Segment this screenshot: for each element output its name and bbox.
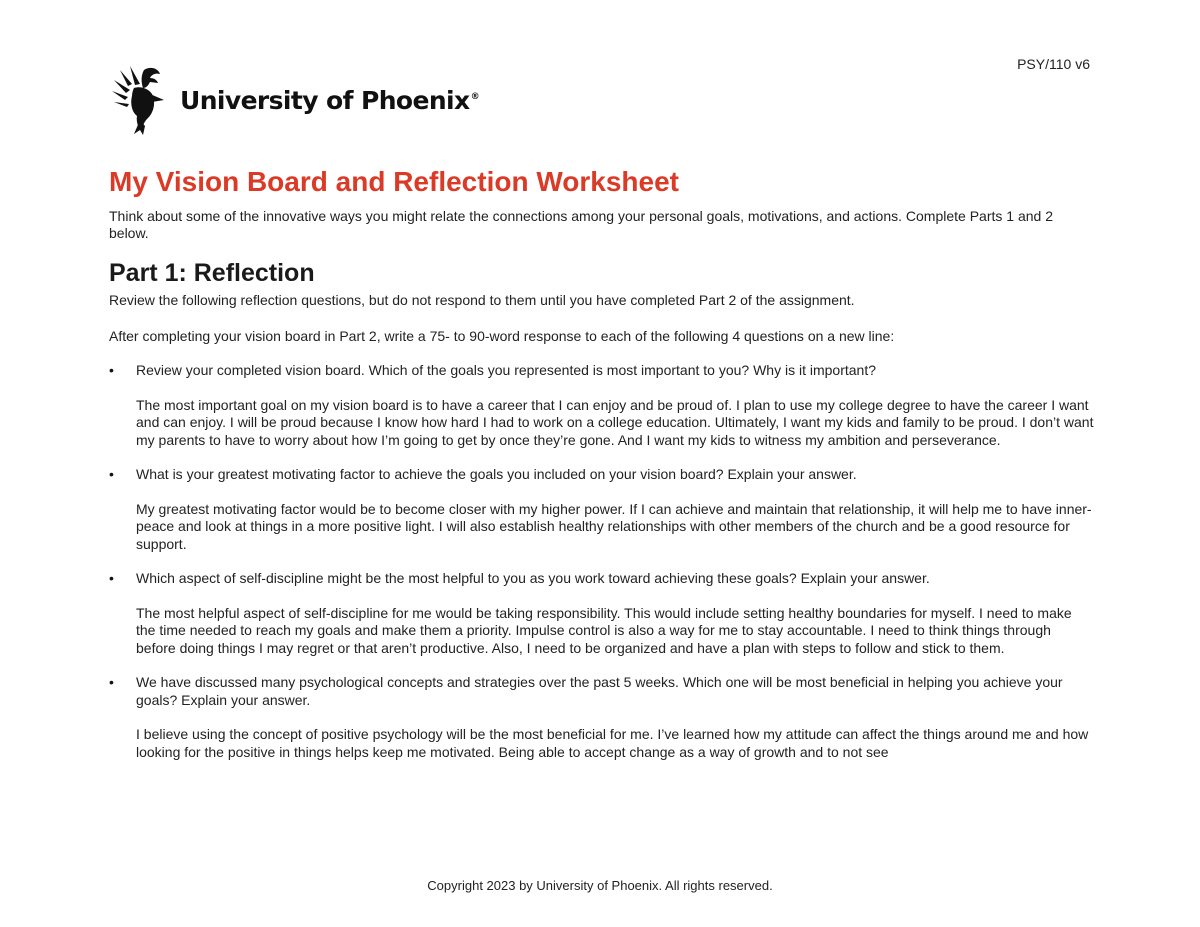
bullet-icon: • [109,570,114,586]
answer-text: My greatest motivating factor would be to become closer with my higher power. If I can achieve and maintain that relationship, it will help me to have inner-peace and look at things in a more positive light. I will also establish healthy relationships with other members of the church and be a good resource for support. [136,500,1092,552]
question-text: What is your greatest motivating factor to achieve the goals you included on your vision board? Explain your answer. [136,466,857,482]
list-item [109,362,1094,449]
bullet-icon: • [109,674,114,690]
list-item [109,466,1094,553]
course-code: PSY/110 v6 [1017,56,1090,72]
part1-instruction-2: After completing your vision board in Part 2, write a 75- to 90-word response to each of the following 4 questions on a new line: [109,328,895,344]
list-item [109,570,1094,657]
document-content [109,164,1094,778]
question-text: Review your completed vision board. Which of the goals you represented is most important to you? Why is it important? [136,362,877,378]
reflection-questions-list [109,362,1094,761]
document-title: My Vision Board and Reflection Worksheet [109,166,679,197]
bullet-icon: • [109,362,114,378]
university-name: University of Phoenix® [180,85,479,115]
question-text: Which aspect of self-discipline might be the most helpful to you as you work toward achieving these goals? Explain your answer. [136,570,930,586]
question-text: We have discussed many psychological concepts and strategies over the past 5 weeks. Which one will be most beneficial in helping you achieve your goals? Explain your answer. [136,674,1063,708]
list-item [109,674,1094,761]
university-logo [110,64,479,136]
answer-text: The most helpful aspect of self-discipline for me would be taking responsibility. This would include setting healthy boundaries for myself. I need to make the time needed to reach my goals and make them a priority. Impulse control is also a way for me to stay accountable. I need to think things through before doing things I may regret or that aren’t productive. Also, I need to be organized and have a plan with steps to follow and stick to them. [136,604,1072,656]
phoenix-bird-icon [110,64,174,136]
answer-text: The most important goal on my vision board is to have a career that I can enjoy and be proud of. I plan to use my college degree to have the career I want and can enjoy. I will be proud because I know how hard I had to work on a college education. Ultimately, I want my kids and family to be proud. I don’t want my parents to have to worry about how I’m going to get by once they’re gone. And I want my kids to witness my ambition and perseverance. [136,396,1094,448]
part1-heading: Part 1: Reflection [109,259,315,287]
answer-text: I believe using the concept of positive psychology will be the most beneficial for me. I’ve learned how my attitude can affect the things around me and how looking for the positive in things helps keep me motivated. Being able to accept change as a way of growth and to not see [136,726,1089,760]
part1-instruction-1: Review the following reflection questions, but do not respond to them until you have completed Part 2 of the assignment. [109,292,855,308]
copyright-footer: Copyright 2023 by University of Phoenix. All rights reserved. [427,878,773,893]
intro-paragraph: Think about some of the innovative ways you might relate the connections among your personal goals, motivations, and actions. Complete Parts 1 and 2 below. [109,208,1053,241]
bullet-icon: • [109,466,114,482]
